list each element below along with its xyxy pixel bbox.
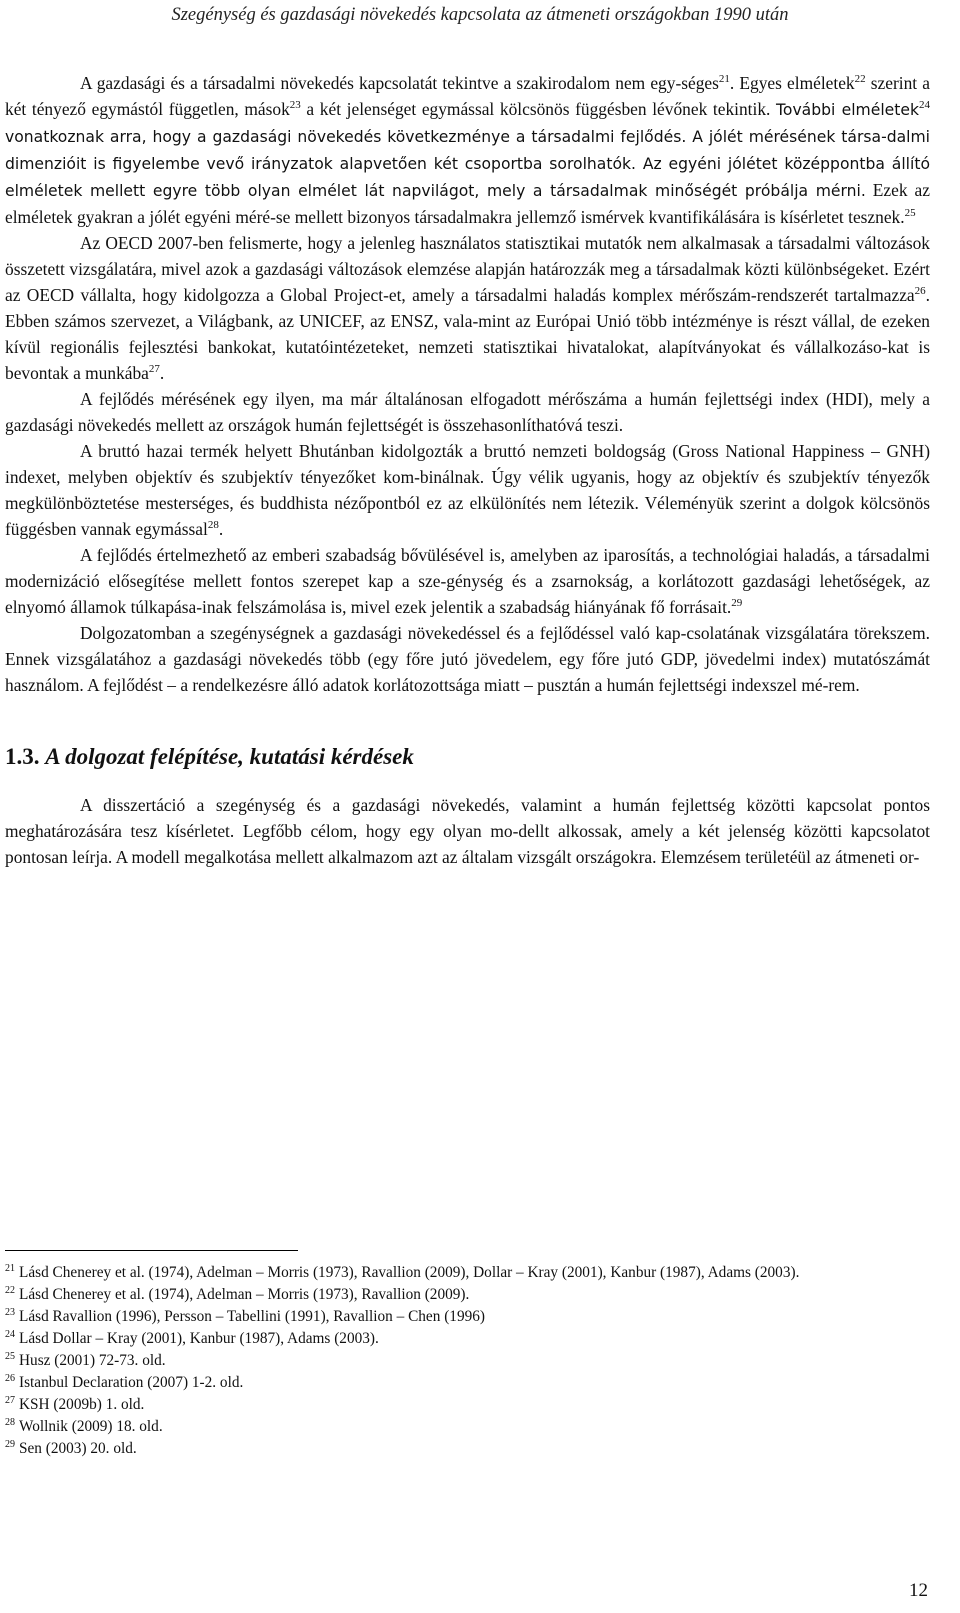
footnote-number: 22 [5,1285,15,1296]
page-number: 12 [909,1580,928,1601]
footnote-number: 24 [5,1329,15,1340]
footnotes [5,1262,930,1460]
footnote [5,1350,930,1372]
footnote-separator [5,1250,298,1251]
footnote [5,1328,930,1350]
footnote-text: Wollnik (2009) 18. old. [19,1418,163,1435]
footnote-ref[interactable]: 24 [918,99,930,111]
paragraph-3: A fejlődés mérésének egy ilyen, ma már általánosan elfogadott mérőszáma a humán fejlettségi index (HDI), mely a gazdasági növekedés mellett az országok humán fejlettségét is összehasonlíthatóvá teszi. [5,389,930,435]
footnote [5,1262,930,1284]
footnote-text: Sen (2003) 20. old. [19,1440,137,1457]
footnote-number: 26 [5,1373,15,1384]
footnote [5,1394,930,1416]
footnote-text: Husz (2001) 72-73. old. [19,1352,166,1369]
paragraph-text: A bruttó hazai termék helyett Bhutánban kidolgozták a bruttó nemzeti boldogság (Gross National Happiness – GNH) indexet, melyben objektív és szubjektív tényezőket kom-binálnak. Úgy vélik ugyanis, hogy az objektív és szubjektív tényezők megkülönböztetése mesterséges, és buddhista nézőpontból ez az elkülönítés nem létezik. Véleményük szerint a dolgok kölcsönös függésben vannak egymással [5,441,930,539]
footnote-number: 25 [5,1351,15,1362]
footnote-ref[interactable]: 22 [854,73,866,85]
footnote-text: Lásd Ravallion (1996), Persson – Tabellini (1991), Ravallion – Chen (1996) [19,1308,485,1325]
footnote [5,1438,930,1460]
body-text [5,70,930,870]
footnote-ref[interactable]: 29 [731,597,743,609]
footnote [5,1372,930,1394]
section-title: A dolgozat felépítése, kutatási kérdések [45,744,414,769]
paragraph-1 [5,70,930,230]
paragraph-4 [5,438,930,542]
footnote-text: Lásd Dollar – Kray (2001), Kanbur (1987), Adams (2003). [19,1330,379,1347]
footnote-number: 23 [5,1307,15,1318]
paragraph-6: Dolgozatomban a szegénységnek a gazdasági növekedéssel és a fejlődéssel való kap-csolatának vizsgálatára törekszem. Ennek vizsgálatához a gazdasági növekedés több (egy főre jutó jövedelem, egy főre jutó GDP, jövedelmi index) mutatószámát használom. A fejlődést – a rendelkezésre álló adatok korlátozottsága miatt – pusztán a humán fejlettségi indexszel mé-rem. [5,623,930,695]
footnote [5,1416,930,1438]
footnote-text: Lásd Chenerey et al. (1974), Adelman – Morris (1973), Ravallion (2009). [19,1286,470,1303]
footnote [5,1284,930,1306]
paragraph-text: A fejlődés értelmezhető az emberi szabadság bővülésével is, amelyben az iparosítás, a technológiai haladás, a társadalmi modernizáció elősegítése mellett fontos szerepet kap a sze-génység és a zsarnokság, a korlátozott gazdasági lehetőségek, az elnyomó államok túlkapása-inak felszámolása is, mivel ezek jelentik a szabadság hiányának fő forrásait. [5,545,930,617]
paragraph-text: . Ebben számos szervezet, a Világbank, az UNICEF, az ENSZ, vala-mint az Európai Unió több intézménye is részt vállal, de ezeken kívül regionális fejlesztési bankokat, kutatóintézeteket, nemzeti statisztikai hivatalokat, alapítványokat és vállalkozáso-kat is bevontak a munkába [5,285,930,383]
footnote-text: Lásd Chenerey et al. (1974), Adelman – Morris (1973), Ravallion (2009), Dollar – Kray (2001), Kanbur (1987), Adams (2003). [19,1264,800,1281]
paragraph-text: További elméletek [776,101,919,119]
footnote-ref[interactable]: 21 [718,73,730,85]
paragraph-text: . Egyes elméletek [729,73,855,93]
footnote-ref[interactable]: 28 [207,519,219,531]
section-number: 1.3. [5,744,40,769]
footnote-ref[interactable]: 26 [914,285,926,297]
footnote-number: 29 [5,1439,15,1450]
footnote-number: 28 [5,1417,15,1428]
paragraph-text: a két jelenséget egymással kölcsönös függésben lévőnek tekintik. [300,99,777,119]
footnote-number: 27 [5,1395,15,1406]
paragraph-2 [5,230,930,386]
paragraph-7: A disszertáció a szegénység és a gazdasági növekedés, valamint a humán fejlettség közötti kapcsolat pontos meghatározására tesz kísérletet. Legfőbb célom, hogy egy olyan mo-dellt alkossak, amely a két jelenség közötti kapcsolatot pontosan leírja. A modell megalkotása mellett alkalmazom azt az általam vizsgált országokra. Elemzésem területéül az átmeneti or- [5,795,930,867]
footnote-ref[interactable]: 27 [148,363,160,375]
running-header: Szegénység és gazdasági növekedés kapcsolata az átmeneti országokban 1990 után [171,5,789,25]
paragraph-text: Ezek az elméletek gyakran a jólét egyéni méré-se mellett bizonyos társadalmakra jellemző ismérvek kvantifikálására is kísérletet tesznek. [5,180,930,227]
footnote-text: Istanbul Declaration (2007) 1-2. old. [19,1374,244,1391]
footnote-ref[interactable]: 25 [904,207,916,219]
paragraph-text: Az OECD 2007-ben felismerte, hogy a jelenleg használatos statisztikai mutatók nem alkalmasak a társadalmi változások összetett vizsgálatára, mivel azok a gazdasági változások elemzése alapján határozzák meg a társadalmak közti különbségeket. Ezért az OECD vállalta, hogy kidolgozza a Global Project-et, amely a társadalmi haladás komplex mérőszám-rendszerét tartalmazza [5,233,930,305]
paragraph-text: . [218,519,224,539]
footnote [5,1306,930,1328]
paragraph-text: . [159,363,165,383]
paragraph-text: vonatkoznak arra, hogy a gazdasági növekedés következménye a társadalmi fejlődés. A jólét mérésének társa-dalmi dimenzióit is figyelembe vevő irányzatok alapvetően két csoportba sorolhatók. Az egyéni jólétet középpontba állító elméletek mellett egyre több olyan elmélet lát napvilágot, mely a társadalmak minőségét próbálja mérni. [5,128,930,200]
footnote-ref[interactable]: 23 [289,99,301,111]
footnote-number: 21 [5,1263,15,1274]
section-heading [5,742,930,772]
paragraph-text: szerint a két tényező egymástól független, mások [5,73,930,119]
paragraph-text: A gazdasági és a társadalmi növekedés kapcsolatát tekintve a szakirodalom nem egy-séges [80,73,719,93]
footnote-text: KSH (2009b) 1. old. [19,1396,145,1413]
paragraph-5 [5,542,930,620]
